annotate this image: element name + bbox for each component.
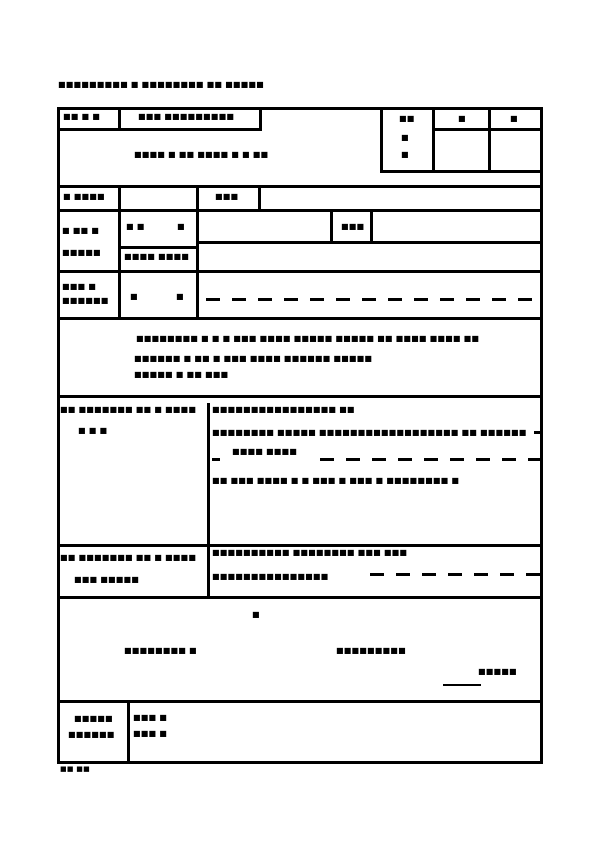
section1-line-3: ■■ ■■■ ■■■■ ■ ■ ■■■ ■ ■■■ ■ ■■■■■■■■ ■ xyxy=(212,476,460,485)
title-label: ■■■ ■■■■■■■■■ xyxy=(138,112,235,121)
footer-label-1: ■■■■■ xyxy=(74,714,113,723)
relation-value-2: ■ xyxy=(176,292,184,301)
footer-value-1: ■■■ ■ xyxy=(133,713,168,722)
section1-dashed-line xyxy=(320,458,540,461)
approval-label-mid: ■ xyxy=(401,133,409,142)
address-field-1: ■ ■ xyxy=(126,222,145,231)
section2-left-header: ■■ ■■■■■■■ ■■ ■ ■■■■ xyxy=(60,553,197,562)
relation-dashed-line xyxy=(206,298,540,301)
approval-col-2: ■ xyxy=(510,114,518,123)
signature-stamp: ■■■■■ xyxy=(478,667,517,676)
form-header-caption: ■■■■■■■■■ ■ ■■■■■■■■ ■■ ■■■■■ xyxy=(58,80,264,89)
notice-line-2: ■■■■■■ ■ ■■ ■ ■■■ ■■■■ ■■■■■■ ■■■■■ xyxy=(134,354,373,363)
notice-line-3: ■■■■■ ■ ■■ ■■■ xyxy=(134,370,229,379)
section1-right-header: ■■■■■■■■■■■■■■■■ ■■ xyxy=(212,405,355,414)
section2-left-value: ■■■ ■■■■■ xyxy=(74,575,140,584)
relation-value-1: ■ xyxy=(130,292,138,301)
address-field-2: ■ xyxy=(177,222,185,231)
signature-mark: ■ xyxy=(252,610,260,619)
relation-label-1: ■■■ ■ xyxy=(62,282,97,291)
relation-label-2: ■■■■■■ xyxy=(62,296,109,305)
sub-label: ■■■■ ■■■■ xyxy=(124,252,190,261)
tel-label: ■■■ xyxy=(341,222,365,231)
signature-left: ■■■■■■■■ ■ xyxy=(124,646,197,655)
signature-line xyxy=(443,684,481,686)
address-label-1: ■ ■■ ■ xyxy=(62,226,100,235)
form-title: ■■■■ ■ ■■ ■■■■ ■ ■ ■■ xyxy=(134,150,269,159)
section1-line-2: ■■■■ ■■■■ xyxy=(232,447,298,456)
footer-value-2: ■■■ ■ xyxy=(133,729,168,738)
title-number: ■■ ■ ■ xyxy=(63,112,101,121)
sex-label: ■■■ xyxy=(215,192,239,201)
approval-label-top: ■■ xyxy=(399,114,415,123)
section2-right-value: ■■■■■■■■■■■■■■■ xyxy=(212,572,329,581)
section1-left-header: ■■ ■■■■■■■ ■■ ■ ■■■■ xyxy=(60,405,197,414)
name-label: ■ ■■■■ xyxy=(63,192,105,201)
section1-line-1: ■■■■■■■■ ■■■■■ ■■■■■■■■■■■■■■■■■■ ■■ ■■■■■■ xyxy=(212,428,527,437)
footer-label-2: ■■■■■■ xyxy=(68,730,115,739)
approval-col-1: ■ xyxy=(458,114,466,123)
section2-right-header: ■■■■■■■■■■ ■■■■■■■■ ■■■ ■■■ xyxy=(212,548,408,557)
page-note: ■■ ■■ xyxy=(60,765,90,773)
address-label-2: ■■■■■ xyxy=(62,248,101,257)
section1-left-value: ■ ■ ■ xyxy=(78,426,108,435)
section2-dashed-line xyxy=(370,573,540,576)
signature-right: ■■■■■■■■■ xyxy=(336,646,406,655)
notice-line-1: ■■■■■■■■ ■ ■ ■ ■■■ ■■■■ ■■■■■ ■■■■■ ■■ ■■■■ ■■■■ ■■ xyxy=(136,334,480,343)
approval-label-bot: ■ xyxy=(401,150,409,159)
